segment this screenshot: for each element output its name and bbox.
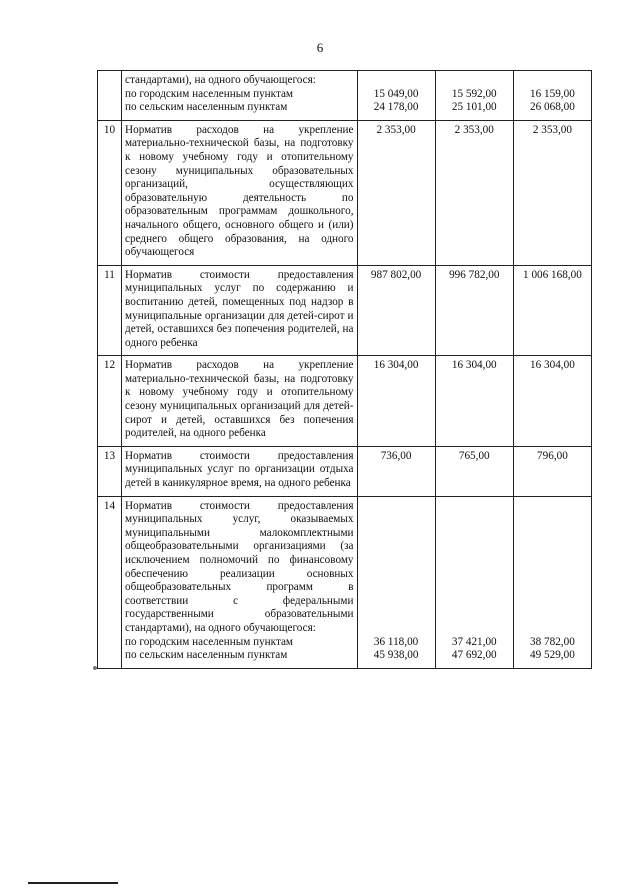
value-cell-3: 16 304,00 <box>513 356 591 447</box>
table-row <box>98 496 592 668</box>
value-urban: 15 592,00 <box>451 87 497 100</box>
value-urban: 36 118,00 <box>373 635 419 648</box>
value-cell-2: 16 304,00 <box>435 356 513 447</box>
value-rural: 47 692,00 <box>451 649 497 662</box>
sub-item-urban: по городским населенным пунктам <box>125 87 294 100</box>
value-rural: 26 068,00 <box>530 101 575 114</box>
row-number: 12 <box>98 356 122 447</box>
value-cell-2: 996 782,00 <box>435 265 513 356</box>
value-cell-2 <box>435 496 513 668</box>
norms-table <box>97 70 592 669</box>
value-urban: 38 782,00 <box>530 635 575 648</box>
value-cell-2 <box>435 71 513 121</box>
value-cell-2: 2 353,00 <box>435 120 513 265</box>
row-description: Норматив стоимости предоставления муниципальных услуг по содержанию и воспитанию детей, помещенных под надзор в муниципальные организации для детей-сирот и детей, оставшихся без попечения родителей, на одного ребенка <box>122 265 357 356</box>
table-row <box>98 265 592 356</box>
value-cell-3: 2 353,00 <box>513 120 591 265</box>
value-cell-1 <box>357 71 435 121</box>
value-cell-1: 16 304,00 <box>357 356 435 447</box>
sub-item-rural: по сельским населенным пунктам <box>125 649 288 662</box>
value-cell-3: 1 006 168,00 <box>513 265 591 356</box>
sub-item-urban: по городским населенным пунктам <box>125 635 294 648</box>
row-description <box>122 496 357 668</box>
row-description: Норматив расходов на укрепление материально-технической базы, на подготовку к новому учебному году и отопительному сезону муниципальных образовательных организаций, осуществляющих образовательную деятельность по образовательным программам дошкольного, начального общего, основного общего и (или) среднего общего образования, на одного обучающегося <box>122 120 357 265</box>
value-cell-2: 765,00 <box>435 446 513 496</box>
row-number: 10 <box>98 120 122 265</box>
table-row <box>98 71 592 121</box>
page-number: 6 <box>316 40 324 55</box>
row-description: Норматив расходов на укрепление материально-технической базы, на подготовку к новому учебному году и отопительному сезону муниципальных организаций для детей-сирот и детей, оставшихся без попечения родителей, на одного ребенка <box>122 356 357 447</box>
value-cell-3 <box>513 496 591 668</box>
value-cell-3 <box>513 71 591 121</box>
value-cell-1: 987 802,00 <box>357 265 435 356</box>
footer-rule <box>28 882 118 884</box>
row-text: Норматив стоимости предоставления муниципальных услуг, оказываемых муниципальными малокомплектными общеобразовательными организациями (за исключением полномочий по финансовому обеспечению реализации основных общеобразовательных программ в соответствии с федеральными государственными образовательными стандартами), на одного обучающегося: <box>125 499 354 634</box>
value-rural: 45 938,00 <box>373 649 419 662</box>
value-urban: 15 049,00 <box>373 87 419 100</box>
value-urban: 16 159,00 <box>530 87 575 100</box>
value-cell-3: 796,00 <box>513 446 591 496</box>
table-row <box>98 356 592 447</box>
value-cell-1: 2 353,00 <box>357 120 435 265</box>
row-description: Норматив стоимости предоставления муниципальных услуг по организации отдыха детей в каникулярное время, на одного ребенка <box>122 446 357 496</box>
table-row <box>98 120 592 265</box>
row-text: стандартами), на одного обучающегося: <box>125 74 316 86</box>
row-number: 14 <box>98 496 122 668</box>
row-number <box>98 71 122 121</box>
value-cell-1 <box>357 496 435 668</box>
value-cell-1: 736,00 <box>357 446 435 496</box>
value-rural: 24 178,00 <box>373 101 419 114</box>
sub-item-rural: по сельским населенным пунктам <box>125 101 288 114</box>
value-rural: 25 101,00 <box>451 101 497 114</box>
table-row <box>98 446 592 496</box>
row-number: 13 <box>98 446 122 496</box>
scan-artifact <box>93 666 97 670</box>
row-description <box>122 71 357 121</box>
value-rural: 49 529,00 <box>530 649 575 662</box>
value-urban: 37 421,00 <box>451 635 497 648</box>
row-number: 11 <box>98 265 122 356</box>
